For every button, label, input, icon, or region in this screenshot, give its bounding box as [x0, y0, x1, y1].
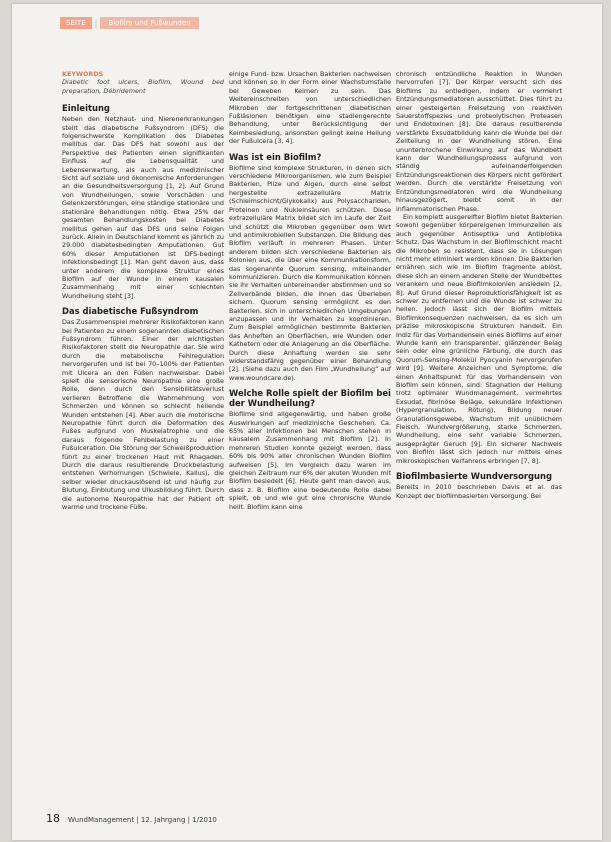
paragraph-introduction: Neben den Netzhaut- und Nierenerkrankungen stellt das diabetische Fußsyndrom (DFS) die folgenschwerste Komplikation des Diabetes mellitus dar. Das DFS hat sowohl aus der Perspektive des Patienten einen signifikanten Einfluss auf die Lebensqualität und Lebenserwartung, als auch aus medizinischer Sicht auf soziale und ökonomische Anforderungen an die Gesundheitsversorgung [1, 2]. Auf Grund von Wundheilungen, sowie Vorschäden und Gelenkzerstörungen, eine ständige stationäre und stationäre Behandlungen nötig. Etwa 25% der gesamten Behandlungskosten bei Diabetes mellitus gehen auf das DFS und seine Folgen zurück. Allein in Deutschland kommt es jährlich zu 29.000 diabetesbedingten Amputationen. Gut 60% dieser Amputationen ist DFS-bedingt infektionsbedingt [1]. Man geht davon aus, dass unter anderem die komplexe Struktur eines Biofilm auf der Wunde in einem kausalen Zusammenhang mit einer schlechten Wundheilung steht [3].	[62, 115, 224, 300]
keywords-label: KEYWORDS	[62, 70, 104, 78]
paragraph-continued-right: chronisch entzündliche Reaktion in Wunden hervorrufen [7]. Der Körper versucht sich des Biofilms zu entledigen, indem er vermehrt Entzündungsmediatoren ausschüttet. Dies führt zu einer gesteigerten Freisetzung von reaktiven Sauerstoffspezies und proteolytischen Proteasen und Endotoxinen [8]. Die daraus resultierende verstärkte Exsudatbildung kann die Wunde bei der Zellteilung in der Wundheilung stören. Eine ununterbrochene Einwirkung auf das Wundbett kann der Wundheilungsprozess aufgrund von ständig aufeinanderfolgenden Entzündungsreaktionen des Körpers nicht gefördert werden. Durch die verstärkte Freisetzung von Entzündungsmediatoren wird die Wundheilung hinausgezögert, bleibt somit in der inflammatorischen Phase.	[396, 70, 562, 213]
running-header	[60, 16, 199, 30]
heading-introduction: Einleitung	[62, 103, 110, 114]
running-title: Biofilm und Fußwunden	[100, 17, 198, 29]
paragraph-biofilm-based-care: Bereits in 2010 beschrieben Davis et al. das Konzept der biofilmbasierten Versorgung. Bei	[396, 483, 562, 500]
header-separator: |	[94, 18, 98, 28]
column-left	[62, 70, 224, 512]
paragraph-mature-biofilm: Ein komplett ausgereifter Biofilm bietet Bakterien sowohl gegenüber körpereigenen Immunzellen als auch gegenüber Antiseptika und Antibiotika Schutz. Das Wachstum in der Biofilmschicht macht die Mikroben so resistent, dass sie in Lösungen nicht mehr eliminiert werden können. Die Bakterien ernähren sich wie im Biofilm fragmente ablöst, diese sich an einem anderen Stelle der Wundbettes verankern und neue Biofilmkolonien ansiedeln [2, 8]. Auf Grund dieser Reproduktionsfähigkeit ist es schwer zu entfernen und die Wunde ist schwer zu heilen. Jedoch lässt sich der Biofilm mittels Biofilmkonsequenzen nachweisen, da es sich um präzise mikroskopische Strukturen handelt. Ein Indiz für das Vorhandensein eines Biofilms auf einer Wunde kann ein transparenter, glänzender Belag sein oder eine grünliche Färbung, die durch das Quorum-Sensing-Molekül Pyocyanin hervorgerufen wird [9]. Weitere Anzeichen und Symptome, die einen Anhaltspunkt für das Vorhandensein von Biofilm sein können, sind: Stagnation der Heilung trotz optimaler Wundmanagement, vermehrtes Exsudat, fibrinöse Beläge, sekundäre Infektionen (Hypergranulation, Rötung), Bildung neuer Granulationsgewebe, Wachstum mit unüblichem Fleisch, Wundvergrößerung, starke Schmerzen, Wundheilung, eine sehr variable Schmerzen, ausgeprägter Geruch [9]. Ein sicherer Nachweis von Biofilm lässt sich jedoch nur mittels eines mikroskopischen Verfahrens erbringen [7, 8].	[396, 212, 562, 465]
paragraph-biofilm-role: Biofilme sind allgegenwärtig, und haben große Auswirkungen auf medizinische Geschehen. Ca. 65% aller Infektionen bei Menschen stehen in kausalem Zusammenhang mit Biofilm [2]. In mehreren Studien konnte gezeigt werden, dass 60% bis 90% aller chronischen Wunden Biofilm aufweisen [5]. Im Vergleich dazu waren im gleichen Zeitraum nur 6% der akuten Wunden mit Biofilm besiedelt [6]. Heute geht man davon aus, dass z. B. Biofilm eine bedeutende Rolle dabei spielt, ob und wie gut eine chronische Wunde heilt. Biofilm kann eine	[229, 410, 391, 511]
column-right	[396, 70, 562, 500]
heading-biofilm-role: Welche Rolle spielt der Biofilm bei der Wundheilung?	[229, 388, 391, 409]
magazine-page	[12, 4, 602, 840]
heading-diabetic-foot: Das diabetische Fußsyndrom	[62, 306, 199, 317]
page-footer	[46, 812, 217, 825]
heading-biofilm-based-care: Biofilmbasierte Wundversorgung	[396, 471, 552, 482]
footer-journal: WundManagement | 12. Jahrgang | 1/2010	[68, 816, 217, 824]
keywords-text: Diabetic foot ulcers, Biofilm, Wound bed preparation, Débridement	[62, 78, 224, 95]
paragraph-diabetic-foot: Das Zusammenspiel mehrerer Risikofaktoren kann bei Patienten zu einem sogenannten diabetischen Fußsyndrom führen. Einer der wichtigsten Risikofaktoren stellt die Neuropathie dar. Sie wird durch die metabolische Fehlregulation hervorgerufen und ist bei 70–100% der Patienten mit Ulcera an den Füßen nachweisbar. Dabei spielt die sensorische Neuropathie eine große Rolle, denn durch den Sensibilitätsverlust verlieren Betroffene die Wahrnehmung von Schmerzen und können so schlecht heilende Wunden entstehen [4]. Aber auch die motorische Neuropathie führt durch die Deformation des Fußes aufgrund von Muskelatrophie und die daraus folgende Fehlbelastung zu einer Fußulceration. Die Störung der Schweißproduktion führt zu einer trockenen Haut mit Rhagaden. Durch die daraus resultierende Druckbelastung entstehen Verhornungen (Schwiele, Kallus), die selber wieder druckauslösend ist und häufig zur Blutung, Einblutung und Ulkusbildung führt. Durch die autonome Neuropathie hat der Patient oft warme und trockene Füße.	[62, 318, 224, 512]
paragraph-what-is-biofilm: Biofilme sind komplexe Strukturen, in denen sich verschiedene Mikroorganismen, wie zum Beispiel Bakterien, Pilze und Algen, durch eine selbst hergestellte extrazelluläre Matrix (Schleimschicht/Glykokalix) aus Polysacchariden, Proteinen und Nukleinsäuren schützen. Diese extrazelluläre Matrix bildet sich im Laufe der Zeit und schützt die Mikroben gegenüber dem Wirt und antimikrobiellen Substanzen. Die Bildung des Biofilm verläuft in mehreren Phasen. Unter anderem bilden sich verschiedene Bakterien als Kolonien aus, die über eine Kommunikationsform, das sogenannte Quorum sensing, miteinander kommunizieren. Durch die Kommunikation können sie ihr Verhalten untereinander abstimmen und so Zellverbände bilden, die ihnen das Überleben sichern. Quorum sensing ermöglicht es den Bakterien, sich in unterschiedlichen Umgebungen anzupassen und ihr Verhalten zu koordinieren. Zum Beispiel ermöglichen bestimmte Bakterien das Anheften an Oberflächen, wie Wunden oder Kathetern oder die Anlagerung an die Oberfläche. Durch diese Anhaftung werden sie sehr widerstandsfähig gegenüber einer Behandlung [2]. (Siehe dazu auch den Film „Wundheilung“ auf www.woundcare.de).	[229, 163, 391, 382]
paragraph-continued: einige Fund- bzw. Ursachen Bakterien nachweisen und können so in der Form einer Wachstumsfalle bei Geweben Keimen zu sein. Das Weitereinschreiten von unterschiedlichen Mikroben der fortgeschrittenen diabetischen Fußläsionen benötigen eine stadiengerechte Behandlung, unter Berücksichtigung der Keimbesiedlung, ansonsten gelingt keine Heilung der Fußulcera [3, 4].	[229, 70, 391, 146]
section-tag: SEITE	[60, 17, 92, 29]
page-number: 18	[46, 812, 60, 825]
heading-what-is-biofilm: Was ist ein Biofilm?	[229, 151, 322, 162]
column-middle	[229, 70, 391, 511]
